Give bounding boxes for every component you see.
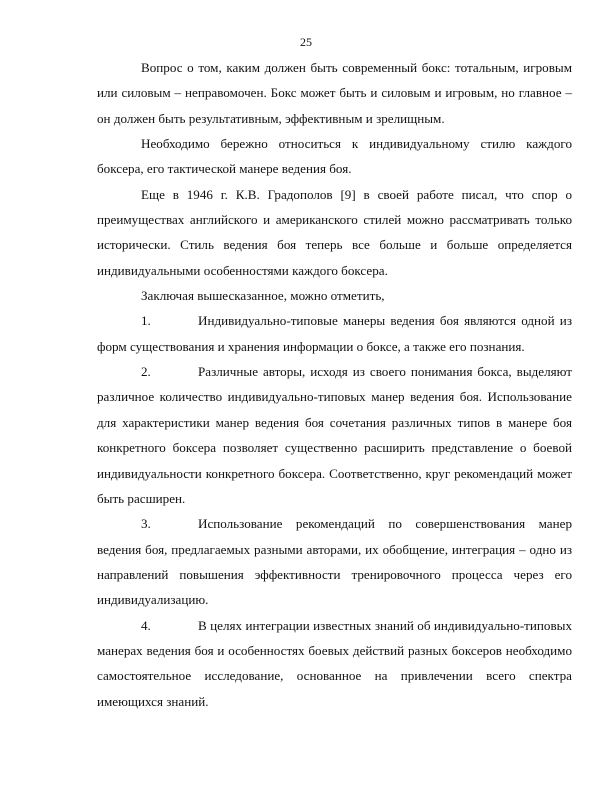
paragraph-gradopolov: Еще в 1946 г. К.В. Градополов [9] в своей работе писал, что спор о преимуществах английского и американского стилей можно рассматривать только исторически. Стиль ведения боя теперь все больше и больше определяется индивидуальными особенностями каждого боксера. xyxy=(97,186,572,278)
list-item-number: 1. xyxy=(141,313,151,329)
list-item-number: 3. xyxy=(141,516,151,532)
list-item-number: 2. xyxy=(141,364,151,380)
list-item xyxy=(97,359,572,511)
list-item-number: 4. xyxy=(141,617,151,633)
list-item-text: Использование рекомендаций по совершенствования манер ведения боя, предлагаемых разными авторами, их обобщение, интеграция – одно из направлений повышения эффективности тренировочного процесса через его индивидуализацию. xyxy=(97,516,572,608)
page-number: 25 xyxy=(300,35,312,49)
list-item-text: Индивидуально-типовые манеры ведения боя являются одной из форм существования и хранения информации о боксе, а также его познания. xyxy=(97,313,572,354)
list-item-text: В целях интеграции известных знаний об индивидуально-типовых манерах ведения боя и особенностях боевых действий разных боксеров необходимо самостоятельное исследование, основанное на привлечении всего спектра имеющихся знаний. xyxy=(97,617,572,709)
paragraph-modern-boxing: Вопрос о том, каким должен быть современный бокс: тотальным, игровым или силовым – неправомочен. Бокс может быть и силовым и игровым, но главное – он должен быть результативным, эффективным и зрелищным. xyxy=(97,60,572,126)
paragraph-conclusion-intro: Заключая вышесказанное, можно отметить, xyxy=(141,288,385,304)
list-item-text: Различные авторы, исходя из своего понимания бокса, выделяют различное количество индивидуально-типовых манер ведения боя. Использование для характеристики манер ведения боя сочетания различных типов в манере боя конкретного боксера позволяет существенно расширить представление о боевой индивидуальности конкретного боксера. Соответственно, круг рекомендаций может быть расширен. xyxy=(97,364,572,506)
list-item xyxy=(97,308,572,359)
list-item xyxy=(97,511,572,612)
list-item xyxy=(97,613,572,714)
page-body xyxy=(97,55,572,714)
paragraph-individual-style: Необходимо бережно относиться к индивидуальному стилю каждого боксера, его тактической манере ведения боя. xyxy=(97,136,572,177)
